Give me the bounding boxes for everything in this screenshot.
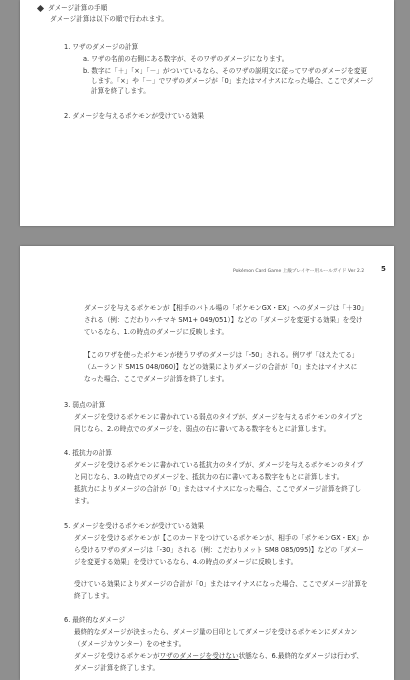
step-6-underlined-phrase: ワザのダメージを受けない	[159, 652, 239, 660]
step-6-line1: 最終的なダメージが決まったら、ダメージ量の目印としてダメージを受けるポケモンにダメカン	[74, 628, 358, 636]
step-1-b-line2: します。「×」や「－」でワザのダメージが「0」またはマイナスになった場合、ここでダメージ	[91, 77, 374, 85]
document-page-bottom	[20, 246, 394, 680]
document-page-top	[20, 0, 394, 226]
intro-text: ダメージ計算は以下の順で行われます。	[50, 15, 169, 23]
section-title: ダメージ計算の手順	[48, 4, 108, 12]
step-4-line2: と同じなら、3.の時点でのダメージを、抵抗力の右に書いてある数字をもとに計算します。	[74, 473, 344, 481]
step-4-line3: 抵抗力によりダメージの合計が「0」またはマイナスになった場合、ここでダメージ計算を終了し	[74, 485, 362, 493]
step-6-line4: ダメージ計算を終了します。	[74, 664, 160, 672]
step-4-line1: ダメージを受けるポケモンに書かれている抵抗力のタイプが、ダメージを与えるポケモンのタイプ	[74, 461, 364, 469]
step-6-line3-suffix: 状態なら、6.最終的なダメージは行わず、	[238, 652, 363, 660]
step-1-a: a. ワザの名前の右側にある数字が、そのワザのダメージになります。	[83, 55, 289, 63]
paragraph-1-line2: される（例：こだわりハチマキ SM1+ 049/051）】などの「ダメージを変更する効果」を受け	[84, 316, 363, 324]
step-4-title: 4. 抵抗力の計算	[64, 449, 112, 457]
step-6-line2: （ダメージカウンター）をのせます。	[74, 640, 186, 648]
step-1-title: 1. ワザのダメージの計算	[64, 43, 139, 51]
step-2-title: 2. ダメージを与えるポケモンが受けている効果	[64, 112, 205, 120]
page-header: Pokémon Card Game 上級プレイヤー用ルールガイド Ver 2.2	[233, 269, 365, 274]
section-bullet-icon	[37, 5, 44, 12]
step-5-line4: 受けている効果によりダメージの合計が「0」またはマイナスになった場合、ここでダメージ計算を	[74, 580, 368, 588]
page-number: 5	[381, 265, 386, 273]
step-1-b-line3: 計算を終了します。	[91, 87, 150, 95]
step-6-line3-prefix: ダメージを受けるポケモンが	[74, 652, 160, 660]
step-6-title: 6. 最終的なダメージ	[64, 616, 126, 624]
paragraph-2-line3: なった場合、ここでダメージ計算を終了します。	[84, 375, 229, 383]
step-3-line2: 同じなら、2.の時点でのダメージを、弱点の右に書いてある数字をもとに計算します。	[74, 425, 331, 433]
step-5-line2: ら受けるワザのダメージは「-30」される（例：こだわりメット SM8 085/095)】などの「ダメー	[74, 546, 364, 554]
step-3-line1: ダメージを受けるポケモンに書かれている弱点のタイプが、ダメージを与えるポケモンのタイプと	[74, 413, 364, 421]
paragraph-1-line1: ダメージを与えるポケモンが【相手のバトル場の「ポケモンGX・EX」へのダメージは「＋30」	[84, 304, 368, 312]
step-5-title: 5. ダメージを受けるポケモンが受けている効果	[64, 522, 205, 530]
step-5-line5: 終了します。	[74, 592, 114, 600]
step-6-line3	[74, 652, 363, 661]
step-4-line4: ます。	[74, 497, 94, 505]
step-5-line3: ジを変更する効果」を受けているなら、4.の時点のダメージに反映します。	[74, 558, 298, 566]
paragraph-1-line3: ているなら、1.の時点のダメージに反映します。	[84, 328, 229, 336]
step-3-title: 3. 弱点の計算	[64, 401, 106, 409]
step-1-b-line1: b. 数字に「＋」「×」「－」がついているなら、そのワザの説明文に従ってワザのダメージを変更	[83, 67, 368, 75]
paragraph-2-line2: （ムーランド SM1S 048/060)】などの効果によりダメージの合計が「0」またはマイナスに	[84, 363, 358, 371]
step-5-line1: ダメージを受けるポケモンが【このカードをつけているポケモンが、相手の「ポケモンGX・EX」か	[74, 534, 370, 542]
paragraph-2-line1: 【このワザを使ったポケモンが使うワザのダメージは「-50」される。例ワザ「ほえたてる」	[84, 351, 359, 359]
